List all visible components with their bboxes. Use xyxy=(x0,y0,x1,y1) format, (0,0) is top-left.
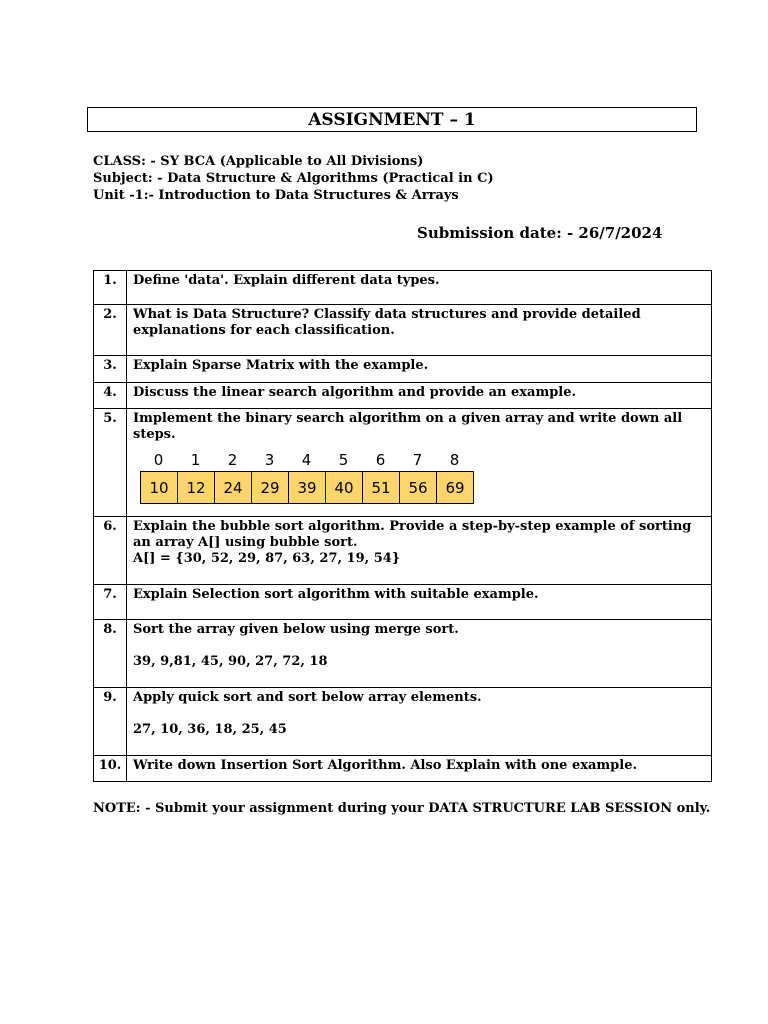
question-text: Explain Sparse Matrix with the example. xyxy=(127,356,712,383)
question-number: 2. xyxy=(94,305,127,356)
question-number: 10. xyxy=(94,756,127,782)
question-row xyxy=(94,271,712,305)
question-text: Write down Insertion Sort Algorithm. Also Explain with one example. xyxy=(127,756,712,782)
question-text: Sort the array given below using merge sort. 39, 9,81, 45, 90, 27, 72, 18 xyxy=(127,620,712,688)
question-number: 4. xyxy=(94,383,127,409)
question-text: Discuss the linear search algorithm and provide an example. xyxy=(127,383,712,409)
array-cell: 69 xyxy=(445,478,465,497)
question-text: Implement the binary search algorithm on a given array and write down all steps. 0 1 2 3 4 5 6 7 8 10 12 24 29 39 40 51 56 69 xyxy=(127,409,712,517)
question-row xyxy=(94,383,712,409)
array-index: 2 xyxy=(227,451,238,469)
submission-date: Submission date: - 26/7/2024 xyxy=(417,224,663,242)
array-index: 8 xyxy=(449,451,460,469)
class-line: CLASS: - SY BCA (Applicable to All Divisions) xyxy=(93,154,424,169)
question-number: 9. xyxy=(94,688,127,756)
question-number: 6. xyxy=(94,517,127,585)
array-cell: 40 xyxy=(326,472,363,503)
question-row xyxy=(94,305,712,356)
array-index: 5 xyxy=(338,451,349,469)
question-number: 5. xyxy=(94,409,127,517)
array-cell: 24 xyxy=(215,472,252,503)
array-index: 4 xyxy=(301,451,312,469)
submission-note: NOTE: - Submit your assignment during your DATA STRUCTURE LAB SESSION only. xyxy=(93,801,711,816)
question-number: 8. xyxy=(94,620,127,688)
array-index: 0 xyxy=(153,451,164,469)
question-row xyxy=(94,756,712,782)
question-number: 1. xyxy=(94,271,127,305)
question-number: 7. xyxy=(94,585,127,620)
array-cell: 39 xyxy=(289,472,326,503)
unit-line: Unit -1:- Introduction to Data Structures & Arrays xyxy=(93,188,459,203)
question-text: What is Data Structure? Classify data structures and provide detailed explanations for each classification. xyxy=(127,305,712,356)
array-index: 7 xyxy=(412,451,423,469)
array-cell: 10 xyxy=(141,472,178,503)
array-cell: 51 xyxy=(363,472,400,503)
array-index: 6 xyxy=(375,451,386,469)
array-index-row xyxy=(140,449,705,471)
question-row xyxy=(94,356,712,383)
array-cell: 29 xyxy=(252,472,289,503)
array-cell: 56 xyxy=(400,472,437,503)
question-number: 3. xyxy=(94,356,127,383)
question-row xyxy=(94,409,712,517)
array-cell: 12 xyxy=(178,472,215,503)
question-row xyxy=(94,620,712,688)
question-text: Explain the bubble sort algorithm. Provide a step-by-step example of sorting an array A[] using bubble sort. A[] = {30, 52, 29, 87, 63, 27, 19, 54} xyxy=(127,517,712,585)
question-row xyxy=(94,688,712,756)
question-text: Define 'data'. Explain different data types. xyxy=(127,271,712,305)
sorted-array-figure xyxy=(140,449,705,504)
assignment-title: ASSIGNMENT – 1 xyxy=(87,107,697,132)
questions-table xyxy=(93,270,712,782)
array-cells xyxy=(140,471,474,504)
question-row xyxy=(94,517,712,585)
course-info xyxy=(93,153,494,204)
question-text: Apply quick sort and sort below array elements. 27, 10, 36, 18, 25, 45 xyxy=(127,688,712,756)
question-text: Explain Selection sort algorithm with suitable example. xyxy=(127,585,712,620)
question-row xyxy=(94,585,712,620)
array-index: 3 xyxy=(264,451,275,469)
subject-line: Subject: - Data Structure & Algorithms (Practical in C) xyxy=(93,171,494,186)
array-index: 1 xyxy=(190,451,201,469)
